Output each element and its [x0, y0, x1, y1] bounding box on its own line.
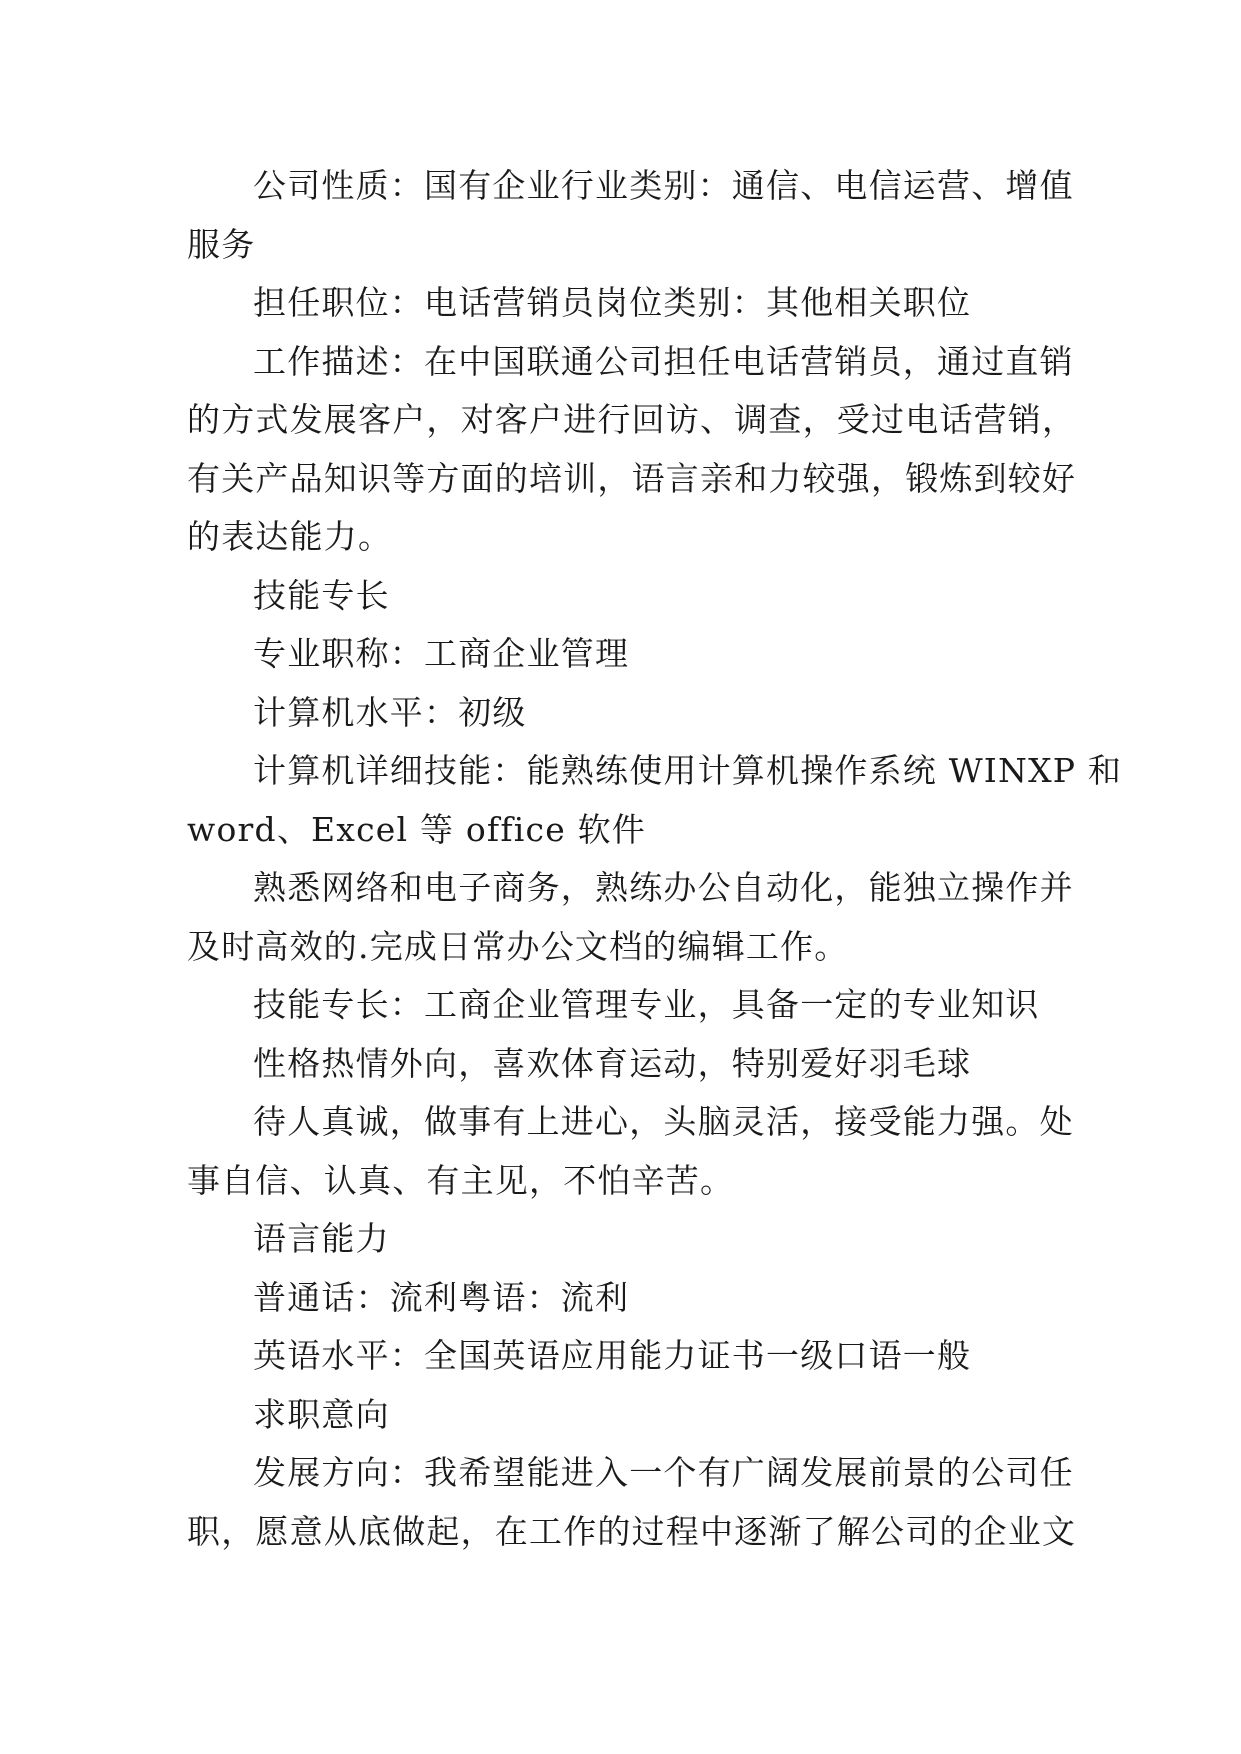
document-body: [187, 157, 1123, 1561]
text-line-professional-title: 专业职称：工商企业管理: [253, 634, 630, 673]
text-line-attitude: 待人真诚，做事有上进心，头脑灵活，接受能力强。处: [253, 1102, 1074, 1141]
text-line-development-direction: 发展方向：我希望能进入一个有广阔发展前景的公司任: [253, 1453, 1074, 1492]
section-heading-job-intention: 求职意向: [253, 1394, 390, 1434]
text-line-development-direction-cont: 职，愿意从底做起，在工作的过程中逐渐了解公司的企业文: [187, 1511, 1077, 1551]
text-line-company-nature-cont: 服务: [187, 224, 256, 264]
section-heading-language: 语言能力: [253, 1219, 390, 1258]
text-line-job-description-cont-2: 有关产品知识等方面的培训，语言亲和力较强，锻炼到较好: [187, 458, 1077, 498]
text-line-mandarin-cantonese: 普通话：流利粤语：流利: [253, 1277, 630, 1317]
text-line-company-nature: 公司性质：国有企业行业类别：通信、电信运营、增值: [253, 166, 1074, 205]
text-line-computer-level: 计算机水平：初级: [253, 692, 527, 732]
text-line-computer-skills-cont: word、Excel 等 office 软件: [187, 809, 647, 849]
text-line-job-description-cont-3: 的表达能力。: [187, 517, 393, 556]
text-line-position: 担任职位：电话营销员岗位类别：其他相关职位: [253, 283, 972, 322]
section-heading-skills: 技能专长: [253, 575, 390, 615]
text-line-job-description-cont-1: 的方式发展客户，对客户进行回访、调查，受过电话营销，: [187, 400, 1077, 439]
text-line-job-description: 工作描述：在中国联通公司担任电话营销员，通过直销: [253, 341, 1074, 381]
text-line-english-level: 英语水平：全国英语应用能力证书一级口语一般: [253, 1336, 972, 1375]
text-line-skill-specialty: 技能专长：工商企业管理专业，具备一定的专业知识: [253, 985, 1040, 1024]
text-line-network-skills-cont: 及时高效的.完成日常办公文档的编辑工作。: [187, 926, 849, 966]
text-line-network-skills: 熟悉网络和电子商务，熟练办公自动化，能独立操作并: [253, 868, 1074, 907]
text-line-computer-skills: 计算机详细技能：能熟练使用计算机操作系统 WINXP 和: [253, 751, 1123, 790]
text-line-attitude-cont: 事自信、认真、有主见，不怕辛苦。: [187, 1160, 735, 1200]
text-line-personality: 性格热情外向，喜欢体育运动，特别爱好羽毛球: [253, 1043, 972, 1083]
